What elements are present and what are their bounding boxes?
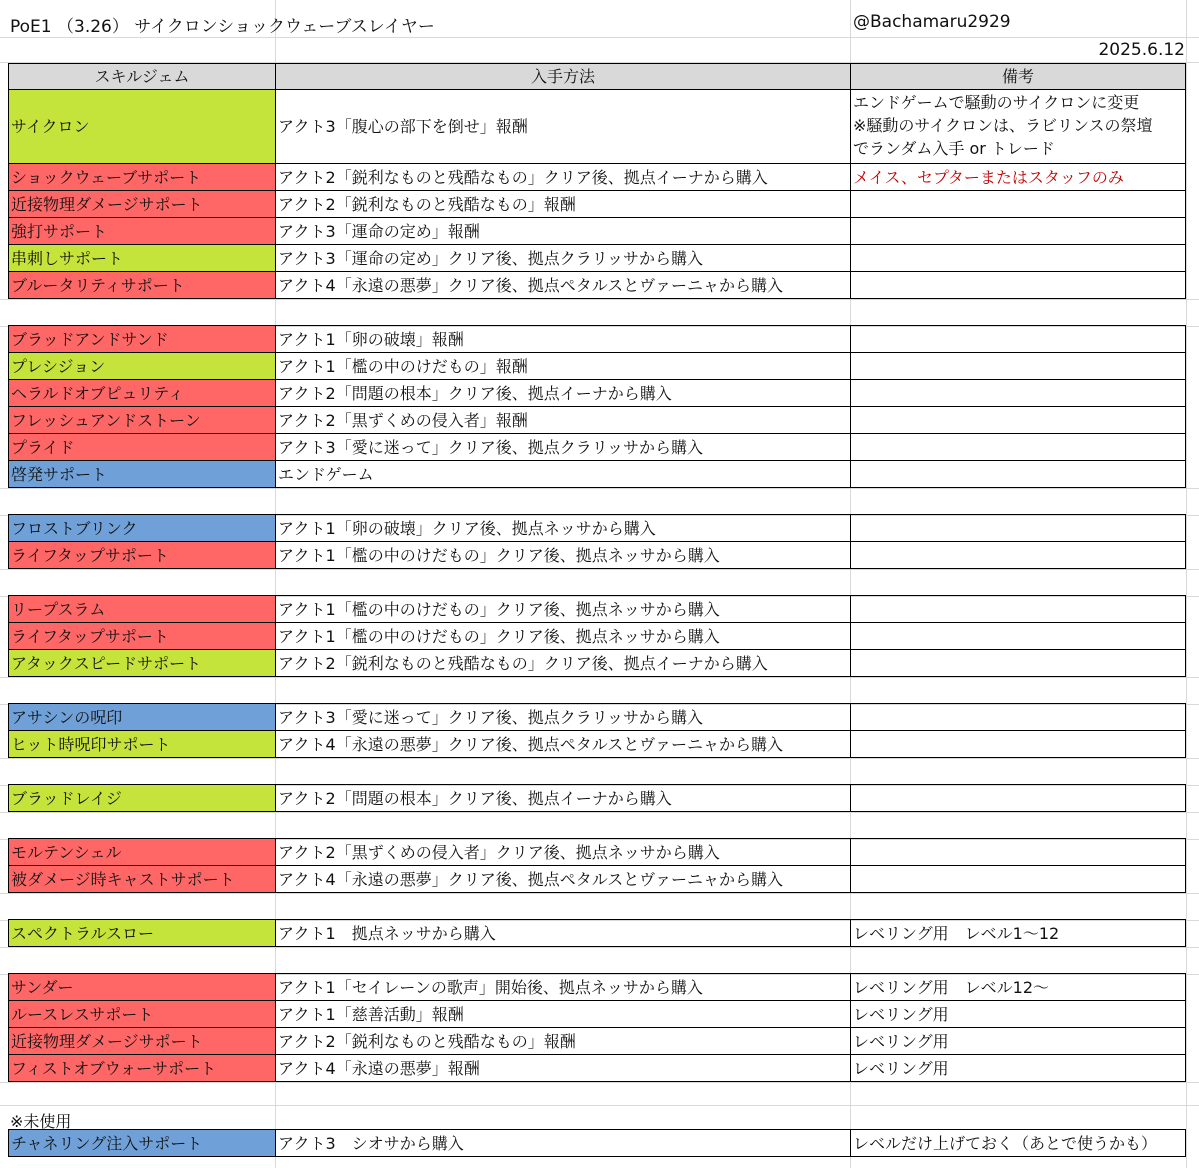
- notes-cell: [850, 190, 1186, 218]
- notes-cell: レベリング用: [850, 1054, 1186, 1082]
- acquire-method: アクト2「鋭利なものと残酷なもの」報酬: [275, 190, 851, 218]
- header-notes: 備考: [850, 63, 1186, 90]
- table-row: [8, 1001, 1186, 1029]
- gem-name: ヘラルドオブピュリティ: [8, 379, 276, 407]
- table-row: [8, 1130, 1186, 1158]
- gem-name: フロストブリンク: [8, 514, 276, 542]
- acquire-method: アクト3「運命の定め」クリア後、拠点クラリッサから購入: [275, 244, 851, 272]
- table-row: [8, 434, 1186, 462]
- acquire-method: アクト1「檻の中のけだもの」クリア後、拠点ネッサから購入: [275, 622, 851, 650]
- notes-cell: [850, 379, 1186, 407]
- table-row: [8, 90, 1186, 165]
- table-row: [8, 866, 1186, 894]
- gem-name: ブルータリティサポート: [8, 271, 276, 299]
- gridline: [1186, 0, 1187, 1168]
- notes-cell: [850, 622, 1186, 650]
- notes-cell: [850, 865, 1186, 893]
- table-row: [8, 542, 1186, 570]
- table-row: [8, 731, 1186, 759]
- notes-cell: [850, 460, 1186, 488]
- acquire-method: アクト2「黒ずくめの侵入者」クリア後、拠点ネッサから購入: [275, 838, 851, 866]
- gem-name: プライド: [8, 433, 276, 461]
- table-row: [8, 623, 1186, 651]
- notes-cell: [850, 406, 1186, 434]
- notes-line: ※騒動のサイクロンは、ラビリンスの祭壇: [853, 116, 1153, 135]
- acquire-method: アクト1「卵の破壊」クリア後、拠点ネッサから購入: [275, 514, 851, 542]
- notes-cell: [850, 244, 1186, 272]
- notes-line: エンドゲームで騒動のサイクロンに変更: [853, 93, 1140, 112]
- gem-name: ブラッドレイジ: [8, 784, 276, 812]
- gem-name: ルースレスサポート: [8, 1000, 276, 1028]
- acquire-method: アクト4「永遠の悪夢」クリア後、拠点ペタルスとヴァーニャから購入: [275, 271, 851, 299]
- acquire-method: アクト2「問題の根本」クリア後、拠点イーナから購入: [275, 379, 851, 407]
- notes-cell: [850, 89, 1186, 164]
- gem-name: サイクロン: [8, 89, 276, 164]
- acquire-method: アクト1「檻の中のけだもの」クリア後、拠点ネッサから購入: [275, 541, 851, 569]
- acquire-method: アクト3「愛に迷って」クリア後、拠点クラリッサから購入: [275, 703, 851, 731]
- gridline: [0, 37, 1199, 38]
- acquire-method: アクト3「運命の定め」報酬: [275, 217, 851, 245]
- notes-line: でランダム入手 or トレード: [853, 139, 1055, 158]
- acquire-method: アクト4「永遠の悪夢」クリア後、拠点ペタルスとヴァーニャから購入: [275, 730, 851, 758]
- gem-name: フィストオブウォーサポート: [8, 1054, 276, 1082]
- gem-name: フレッシュアンドストーン: [8, 406, 276, 434]
- notes-cell: レベリング用: [850, 1027, 1186, 1055]
- table-row: [8, 461, 1186, 489]
- notes-cell: メイス、セプターまたはスタッフのみ: [850, 163, 1186, 191]
- table-row: [8, 1028, 1186, 1056]
- notes-cell: レベルだけ上げておく（あとで使うかも）: [850, 1129, 1186, 1157]
- notes-cell: [850, 514, 1186, 542]
- acquire-method: アクト2「問題の根本」クリア後、拠点イーナから購入: [275, 784, 851, 812]
- acquire-method: アクト3 シオサから購入: [275, 1129, 851, 1157]
- sheet-date: 2025.6.12: [1098, 40, 1185, 60]
- gem-name: スペクトラルスロー: [8, 919, 276, 947]
- table-row: [8, 704, 1186, 732]
- table-header: [8, 64, 1186, 91]
- gem-name: 近接物理ダメージサポート: [8, 1027, 276, 1055]
- gem-name: リープスラム: [8, 595, 276, 623]
- table-row: [8, 839, 1186, 867]
- notes-cell: レベリング用: [850, 1000, 1186, 1028]
- table-row: [8, 164, 1186, 192]
- notes-cell: [850, 730, 1186, 758]
- gem-name: 串刺しサポート: [8, 244, 276, 272]
- notes-cell: レベリング用 レベル1～12: [850, 919, 1186, 947]
- notes-cell: [850, 217, 1186, 245]
- acquire-method: アクト1「檻の中のけだもの」報酬: [275, 352, 851, 380]
- acquire-method: エンドゲーム: [275, 460, 851, 488]
- table-row: [8, 326, 1186, 354]
- notes-cell: レベリング用 レベル12～: [850, 973, 1186, 1001]
- gem-name: ライフタップサポート: [8, 622, 276, 650]
- acquire-method: アクト2「黒ずくめの侵入者」報酬: [275, 406, 851, 434]
- table-row: [8, 272, 1186, 300]
- notes-cell: [850, 271, 1186, 299]
- notes-cell: [850, 649, 1186, 677]
- acquire-method: アクト2「鋭利なものと残酷なもの」クリア後、拠点イーナから購入: [275, 649, 851, 677]
- header-gem: スキルジェム: [8, 63, 276, 90]
- gem-name: アタックスピードサポート: [8, 649, 276, 677]
- acquire-method: アクト1「慈善活動」報酬: [275, 1000, 851, 1028]
- gridline: [0, 1105, 1199, 1106]
- table-row: [8, 596, 1186, 624]
- acquire-method: アクト3「腹心の部下を倒せ」報酬: [275, 89, 851, 164]
- acquire-method: アクト3「愛に迷って」クリア後、拠点クラリッサから購入: [275, 433, 851, 461]
- table-row: [8, 191, 1186, 219]
- table-row: [8, 245, 1186, 273]
- gem-name: モルテンシェル: [8, 838, 276, 866]
- acquire-method: アクト1「セイレーンの歌声」開始後、拠点ネッサから購入: [275, 973, 851, 1001]
- acquire-method: アクト2「鋭利なものと残酷なもの」クリア後、拠点イーナから購入: [275, 163, 851, 191]
- gem-name: 強打サポート: [8, 217, 276, 245]
- notes-cell: [850, 541, 1186, 569]
- header-method: 入手方法: [275, 63, 851, 90]
- gem-name: ショックウェーブサポート: [8, 163, 276, 191]
- acquire-method: アクト4「永遠の悪夢」報酬: [275, 1054, 851, 1082]
- acquire-method: アクト1「檻の中のけだもの」クリア後、拠点ネッサから購入: [275, 595, 851, 623]
- notes-cell: [850, 595, 1186, 623]
- gem-name: ライフタップサポート: [8, 541, 276, 569]
- acquire-method: アクト4「永遠の悪夢」クリア後、拠点ペタルスとヴァーニャから購入: [275, 865, 851, 893]
- acquire-method: アクト1「卵の破壊」報酬: [275, 325, 851, 353]
- gem-name: サンダー: [8, 973, 276, 1001]
- sheet-title: PoE1 （3.26） サイクロンショックウェーブスレイヤー: [10, 17, 435, 37]
- unused-note: ※未使用: [10, 1112, 72, 1131]
- table-row: [8, 515, 1186, 543]
- gem-name: 近接物理ダメージサポート: [8, 190, 276, 218]
- table-row: [8, 380, 1186, 408]
- acquire-method: アクト2「鋭利なものと残酷なもの」報酬: [275, 1027, 851, 1055]
- notes-cell: [850, 703, 1186, 731]
- notes-cell: [850, 838, 1186, 866]
- table-row: [8, 407, 1186, 435]
- gem-name: チャネリング注入サポート: [8, 1129, 276, 1157]
- table-row: [8, 785, 1186, 813]
- author-handle: @Bachamaru2929: [853, 12, 1011, 32]
- notes-cell: [850, 325, 1186, 353]
- acquire-method: アクト1 拠点ネッサから購入: [275, 919, 851, 947]
- gem-name: ヒット時呪印サポート: [8, 730, 276, 758]
- gem-name: 啓発サポート: [8, 460, 276, 488]
- notes-cell: [850, 352, 1186, 380]
- gem-name: アサシンの呪印: [8, 703, 276, 731]
- table-row: [8, 974, 1186, 1002]
- table-row: [8, 920, 1186, 948]
- gem-name: 被ダメージ時キャストサポート: [8, 865, 276, 893]
- table-row: [8, 650, 1186, 678]
- table-row: [8, 353, 1186, 381]
- notes-cell: [850, 784, 1186, 812]
- gem-name: ブラッドアンドサンド: [8, 325, 276, 353]
- table-row: [8, 218, 1186, 246]
- table-row: [8, 1055, 1186, 1083]
- gem-name: プレシジョン: [8, 352, 276, 380]
- notes-cell: [850, 433, 1186, 461]
